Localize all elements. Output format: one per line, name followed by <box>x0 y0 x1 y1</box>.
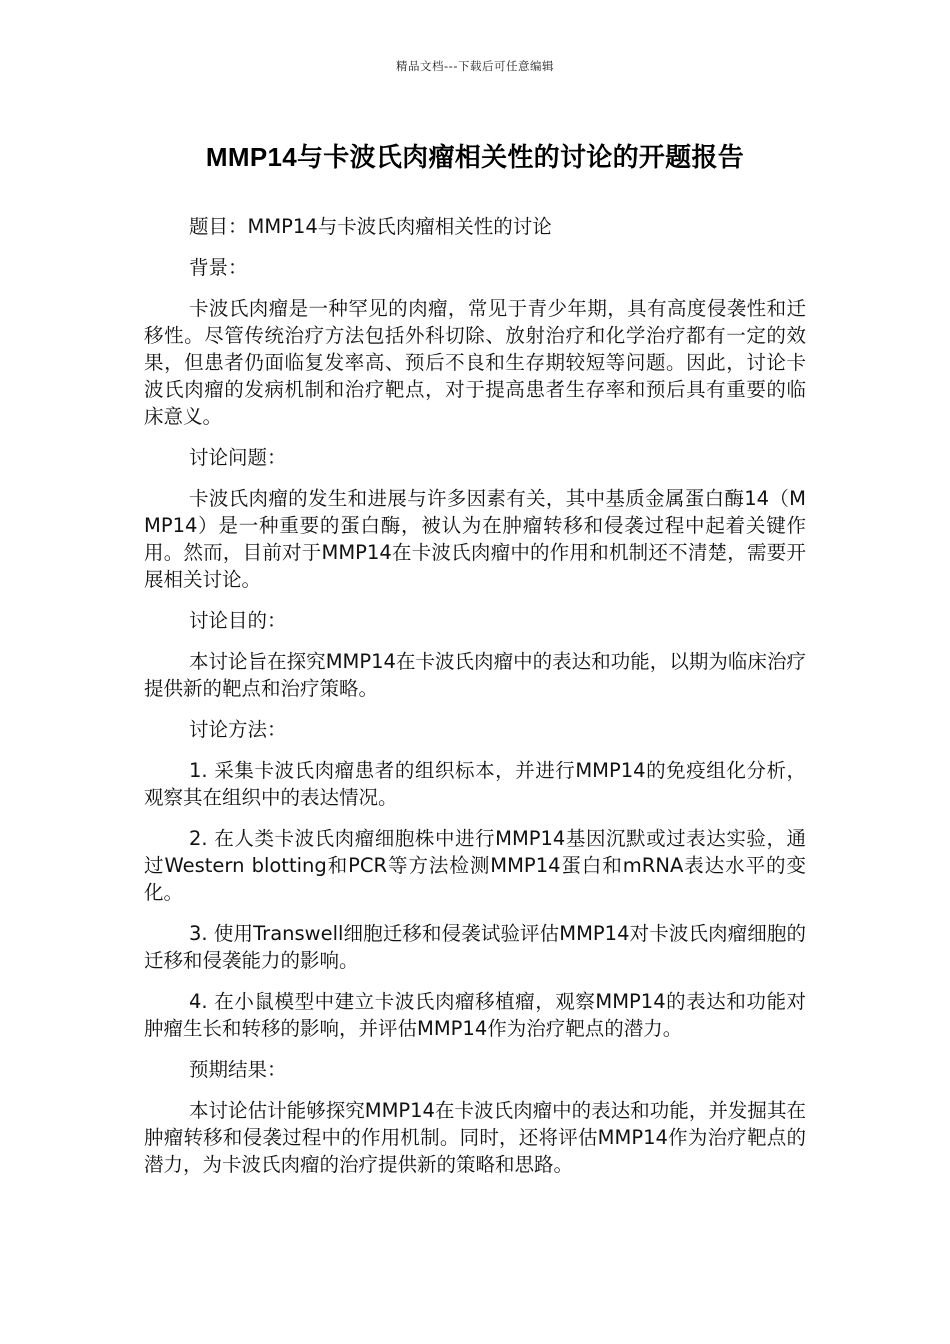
topic-line: 题目：MMP14与卡波氏肉瘤相关性的讨论 <box>189 215 552 238</box>
method-item: 3. 使用Transwell细胞迁移和侵袭试验评估MMP14对卡波氏肉瘤细胞的迁移和侵袭能力的影响。 <box>144 922 806 972</box>
method-item: 4. 在小鼠模型中建立卡波氏肉瘤移植瘤，观察MMP14的表达和功能对肿瘤生长和转移的影响，并评估MMP14作为治疗靶点的潜力。 <box>144 990 806 1040</box>
method-heading: 讨论方法： <box>189 718 287 741</box>
page-header: 精品文档---下载后可任意编辑 <box>396 59 554 73</box>
background-paragraph: 卡波氏肉瘤是一种罕见的肉瘤，常见于青少年期，具有高度侵袭性和迁移性。尽管传统治疗方法包括外科切除、放射治疗和化学治疗都有一定的效果，但患者仍面临复发率高、预后不良和生存期较短等问题。因此，讨论卡波氏肉瘤的发病机制和治疗靶点，对于提高患者生存率和预后具有重要的临床意义。 <box>144 297 806 428</box>
document-body <box>144 213 806 1192</box>
method-item: 2. 在人类卡波氏肉瘤细胞株中进行MMP14基因沉默或过表达实验，通过Western blotting和PCR等方法检测MMP14蛋白和mRNA表达水平的变化。 <box>144 827 806 904</box>
purpose-paragraph: 本讨论旨在探究MMP14在卡波氏肉瘤中的表达和功能，以期为临床治疗提供新的靶点和治疗策略。 <box>144 650 806 700</box>
expected-paragraph: 本讨论估计能够探究MMP14在卡波氏肉瘤中的表达和功能，并发掘其在肿瘤转移和侵袭过程中的作用机制。同时，还将评估MMP14作为治疗靶点的潜力，为卡波氏肉瘤的治疗提供新的策略和思路。 <box>144 1099 806 1176</box>
document-title: MMP14与卡波氏肉瘤相关性的讨论的开题报告 <box>205 142 745 172</box>
question-heading: 讨论问题： <box>189 446 287 469</box>
purpose-heading: 讨论目的： <box>189 609 287 632</box>
method-item: 1. 采集卡波氏肉瘤患者的组织标本，并进行MMP14的免疫组化分析，观察其在组织中的表达情况。 <box>144 759 806 809</box>
expected-heading: 预期结果： <box>189 1058 287 1081</box>
background-heading: 背景： <box>189 256 248 279</box>
question-paragraph: 卡波氏肉瘤的发生和进展与许多因素有关，其中基质金属蛋白酶14（MMP14）是一种重要的蛋白酶，被认为在肿瘤转移和侵袭过程中起着关键作用。然而，目前对于MMP14在卡波氏肉瘤中的作用和机制还不清楚，需要开展相关讨论。 <box>144 487 806 591</box>
